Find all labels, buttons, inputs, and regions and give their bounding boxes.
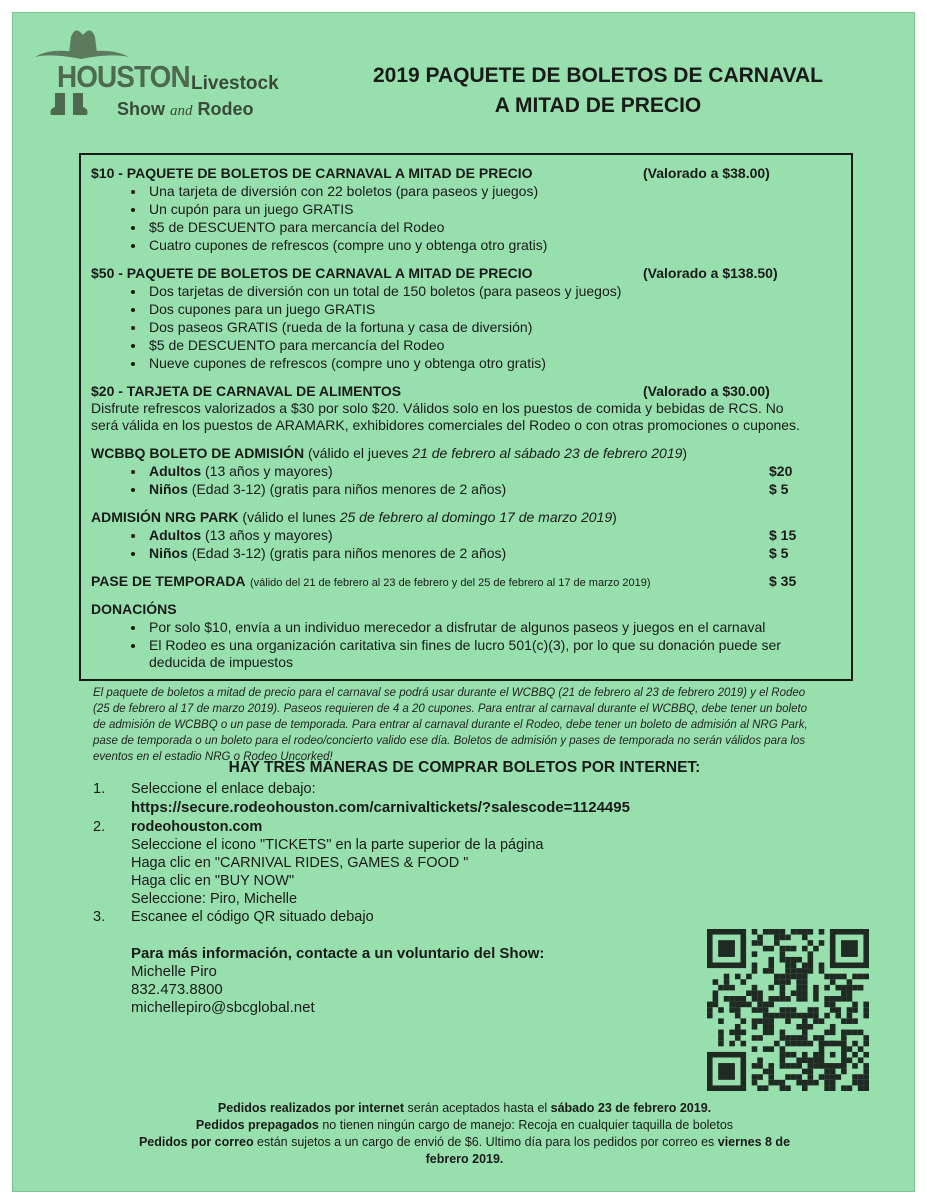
season-line (91, 573, 651, 591)
nrg-note-pre: (válido el lunes (242, 509, 340, 525)
bullet (131, 481, 141, 499)
pkg50-item: Dos tarjetas de diversión con un total de 150 boletos (para paseos y juegos) (149, 283, 622, 299)
bottom-note-2 (13, 1118, 916, 1132)
fine-print-line: de admisión de WCBBQ o un pase de temporada. Para entrar al carnaval durante el Rodeo, debe tener un boleto de admisión al NRG Park, (93, 719, 808, 731)
bottom-note-1 (13, 1101, 916, 1115)
wcbbq-kids-note: (Edad 3-12) (gratis para niños menores de 2 años) (191, 481, 507, 497)
logo-houston-word: HOUSTON (57, 59, 190, 94)
season-price: $ 35 (769, 573, 797, 589)
nrg-note-post: ) (612, 509, 617, 525)
packages-box (79, 153, 853, 681)
wcbbq-heading-line (91, 445, 687, 461)
wcbbq-kids (149, 481, 506, 497)
bullet (131, 637, 141, 655)
pkg50-item: $5 de DESCUENTO para mercancía del Rodeo (149, 337, 445, 353)
pkg50-item: Dos paseos GRATIS (rueda de la fortuna y casa de diversión) (149, 319, 533, 335)
contact-email[interactable]: michellepiro@sbcglobal.net (131, 999, 315, 1016)
logo-rodeo-word: Rodeo (197, 99, 254, 119)
bottom-note-3 (13, 1135, 916, 1149)
wcbbq-note-dates: 21 de febrero al sábado 23 de febrero 2019 (412, 445, 683, 461)
food-description-line-1: Disfrute refrescos valorizados a $30 por solo $20. Válidos solo en los puestos de comida y bebidas de RCS. No (91, 400, 784, 416)
step-2-instruction: Seleccione el icono "TICKETS" en la parte superior de la página (131, 837, 544, 853)
pkg50-heading: $50 - PAQUETE DE BOLETOS DE CARNAVAL A MITAD DE PRECIO (91, 265, 533, 281)
nrg-note-dates: 25 de febrero al domingo 17 de marzo 2019 (339, 509, 613, 525)
pkg10-item: Cuatro cupones de refrescos (compre uno y obtenga otro gratis) (149, 237, 548, 253)
bullet (131, 463, 141, 481)
food-heading: $20 - TARJETA DE CARNAVAL DE ALIMENTOS (91, 383, 402, 399)
nrg-adults-price: $ 15 (769, 527, 797, 543)
nrg-heading-line (91, 509, 617, 525)
title-line-2: A MITAD DE PRECIO (494, 94, 702, 117)
pkg50-value: (Valorado a $138.50) (643, 265, 778, 281)
bottom-note-4: febrero 2019. (425, 1152, 504, 1166)
logo-show-word: Show (117, 99, 165, 119)
bullet (131, 283, 141, 301)
wcbbq-kids-price: $ 5 (769, 481, 789, 497)
pkg50-item: Dos cupones para un juego GRATIS (149, 301, 376, 317)
pkg10-item: $5 de DESCUENTO para mercancía del Rodeo (149, 219, 445, 235)
donations-item-1: Por solo $10, envía a un individuo merecedor a disfrutar de algunos paseos y juegos en el carnaval (149, 619, 766, 635)
contact-heading: Para más información, contacte a un voluntario del Show: (131, 945, 545, 962)
rodeo-website-link[interactable]: rodeohouston.com (131, 819, 263, 835)
flyer-sheet (12, 12, 915, 1192)
nrg-adults (149, 527, 333, 543)
donations-item-2-line-1: El Rodeo es una organización caritativa sin fines de lucro 501(c)(3), por lo que su donación puede ser (149, 637, 781, 653)
bottom-note-1a: Pedidos realizados por internet (217, 1101, 405, 1115)
step-2-instruction: Haga clic en "BUY NOW" (131, 873, 295, 889)
bottom-note-1c: sábado 23 de febrero 2019. (550, 1101, 712, 1115)
title-line-1: 2019 PAQUETE DE BOLETOS DE CARNAVAL (372, 64, 824, 87)
bullet (131, 545, 141, 563)
logo-show-rodeo (117, 99, 254, 120)
bottom-note-2a: Pedidos prepagados (195, 1118, 319, 1132)
food-value: (Valorado a $30.00) (643, 383, 770, 399)
bottom-note-2b: no tienen ningún cargo de manejo: Recoja en cualquier taquilla de boletos (318, 1118, 734, 1132)
donations-item-2-line-2: deducida de impuestos (149, 654, 293, 670)
purchase-link[interactable]: https://secure.rodeohouston.com/carnivaltickets/?salescode=1124495 (131, 799, 630, 816)
bottom-note-3a: Pedidos por correo (138, 1135, 254, 1149)
wcbbq-adults-note: (13 años y mayores) (205, 463, 333, 479)
pkg50-item: Nueve cupones de refrescos (compre uno y obtenga otro gratis) (149, 355, 546, 371)
bullet (131, 319, 141, 337)
wcbbq-note-post: ) (682, 445, 688, 461)
nrg-kids-price: $ 5 (769, 545, 789, 561)
wcbbq-adults-label: Adultos (149, 463, 202, 479)
pkg10-item: Una tarjeta de diversión con 22 boletos (para paseos y juegos) (149, 183, 539, 199)
pkg10-item: Un cupón para un juego GRATIS (149, 201, 354, 217)
season-note: (válido del 21 de febrero al 23 de febrero y del 25 de febrero al 17 de marzo 2019) (250, 577, 651, 589)
fine-print-line: eventos en el estadio NRG o Rodeo Uncorked! (93, 751, 333, 763)
wcbbq-adults (149, 463, 333, 479)
nrg-kids-label: Niños (149, 545, 188, 561)
bullet (131, 183, 141, 201)
bottom-note-3c: viernes 8 de (717, 1135, 791, 1149)
fine-print (93, 685, 873, 765)
bullet (131, 201, 141, 219)
nrg-adults-label: Adultos (149, 527, 202, 543)
step-2-instruction: Haga clic en "CARNIVAL RIDES, GAMES & FOOD " (131, 855, 469, 871)
season-heading: PASE DE TEMPORADA (91, 573, 246, 589)
step-2-number: 2. (93, 819, 106, 835)
bullet (131, 337, 141, 355)
nrg-kids-note: (Edad 3-12) (gratis para niños menores de 2 años) (191, 545, 507, 561)
step-3-text: Escanee el código QR situado debajo (131, 909, 374, 925)
bullet (131, 237, 141, 255)
nrg-kids (149, 545, 506, 561)
logo-livestock-word: Livestock (191, 73, 279, 94)
contact-name: Michelle Piro (131, 963, 217, 980)
step-3-number: 3. (93, 909, 106, 925)
pkg10-heading: $10 - PAQUETE DE BOLETOS DE CARNAVAL A MITAD DE PRECIO (91, 165, 533, 181)
wcbbq-note-pre: (válido el jueves (308, 445, 413, 461)
bottom-note-3b: están sujetos a un cargo de envió de $6. Ultimo día para los pedidos por correo es (253, 1135, 718, 1149)
fine-print-line: (25 de febrero al 17 de marzo 2019). Paseos requieren de 4 a 20 cupones. Para entrar al carnaval durante el WCBBQ, debe tener un boleto (93, 703, 808, 715)
bottom-note-1b: serán aceptados hasta el (404, 1101, 551, 1115)
bullet (131, 219, 141, 237)
step-2-instruction: Seleccione: Piro, Michelle (131, 891, 298, 907)
step-1-text: Seleccione el enlace debajo: (131, 781, 316, 797)
bullet (131, 355, 141, 373)
bullet (131, 527, 141, 545)
food-description-line-2: será válida en los puestos de ARAMARK, exhibidores comerciales del Rodeo o con otras promociones o cupones. (91, 417, 800, 433)
nrg-adults-note: (13 años y mayores) (205, 527, 333, 543)
wcbbq-adults-price: $20 (769, 463, 793, 479)
pkg10-value: (Valorado a $38.00) (643, 165, 770, 181)
contact-phone: 832.473.8800 (131, 981, 223, 998)
fine-print-line: pase de temporada o un boleto para el rodeo/concierto valido ese día. Boletos de admisión y pases de temporada no serán válidos para los (93, 735, 806, 747)
fine-print-line: El paquete de boletos a mitad de precio para el carnaval se podrá usar durante el WCBBQ (21 de febrero al 23 de febrero 2019) y el Rodeo (93, 687, 806, 699)
bullet (131, 301, 141, 319)
page-title (303, 61, 893, 121)
step-1-number: 1. (93, 781, 106, 797)
wcbbq-heading: WCBBQ BOLETO DE ADMISIÓN (91, 445, 305, 461)
nrg-heading: ADMISIÓN NRG PARK (91, 509, 239, 525)
wcbbq-kids-label: Niños (149, 481, 188, 497)
donations-heading: DONACIÓNS (91, 601, 177, 617)
online-heading: HAY TRES MANERAS DE COMPRAR BOLETOS POR INTERNET: (228, 759, 701, 776)
rodeo-logo (31, 23, 281, 123)
bullet (131, 619, 141, 637)
qr-code[interactable] (707, 929, 869, 1091)
logo-and-word: and (170, 103, 193, 119)
